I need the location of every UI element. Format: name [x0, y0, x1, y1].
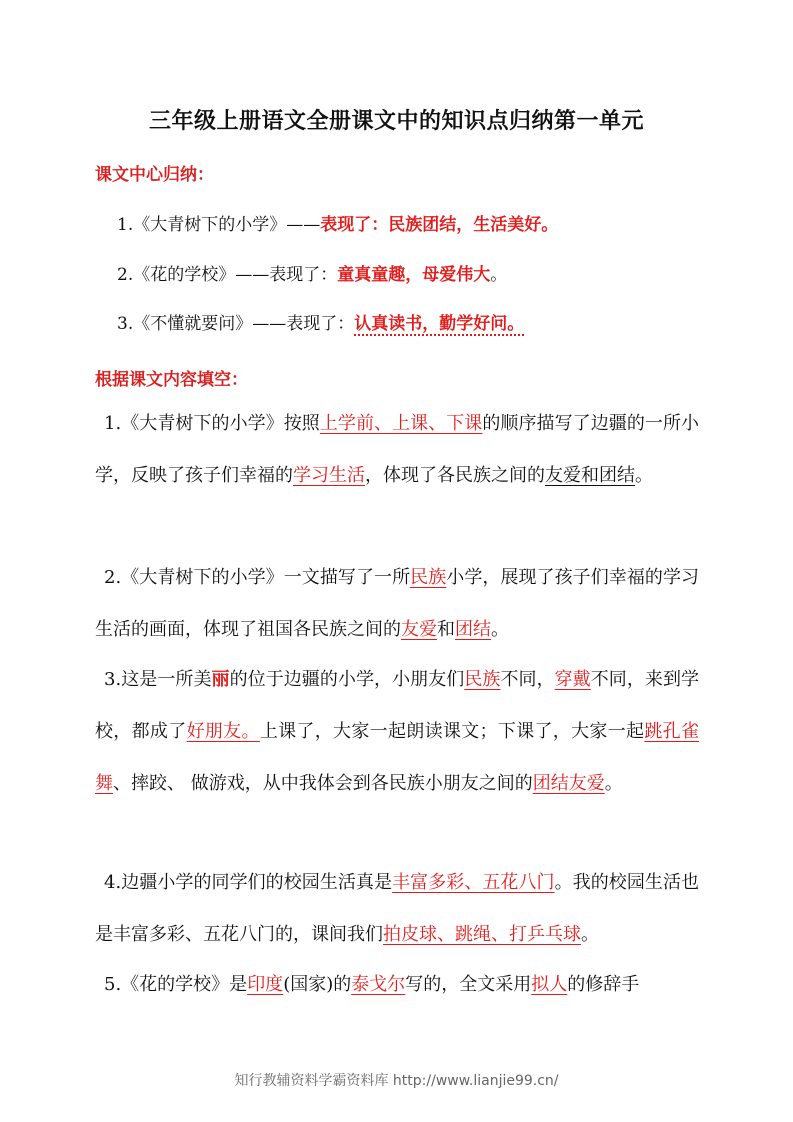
section-heading-center: 课文中心归纳： [95, 165, 214, 185]
fill-paragraph-5: 5.《花的学校》是印度(国家)的泰戈尔写的，全文采用拟人的修辞手 [104, 974, 640, 995]
fill-paragraph-3: 3.这是一所美丽的位于边疆的小学，小朋友们民族不同，穿戴不同，来到学校，都成了好朋友。上课了，大家一起朗读课文；下课了，大家一起跳孔雀舞、摔跤、 做游戏，从中我体会到各民族小朋友之间的团结友爱。 [95, 669, 700, 794]
fill-paragraph-4: 4.边疆小学的同学们的校园生活真是丰富多彩、五花八门。我的校园生活也是丰富多彩、五花八门的，课间我们拍皮球、跳绳、打乒乓球。 [95, 872, 700, 945]
fill-paragraph-2: 2.《大青树下的小学》一文描写了一所民族小学，展现了孩子们幸福的学习生活的画面，体现了祖国各民族之间的友爱和团结。 [95, 567, 700, 640]
summary-item-2: 2.《花的学校》——表现了：童真童趣，母爱伟大。 [117, 265, 508, 285]
summary-item-3: 3.《不懂就要问》——表现了：认真读书，勤学好问。 [117, 314, 525, 334]
summary-item-1: 1.《大青树下的小学》——表现了：民族团结，生活美好。 [117, 215, 559, 235]
fill-paragraph-1: 1.《大青树下的小学》按照上学前、上课、下课的顺序描写了边疆的一所小学，反映了孩子们幸福的学习生活，体现了各民族之间的友爱和团结。 [95, 413, 699, 486]
page-footer: 知行教辅资料学霸资料库 http://www.lianjie99.cn/ [234, 1073, 559, 1089]
page-title: 三年级上册语文全册课文中的知识点归纳第一单元 [148, 109, 644, 134]
section-heading-fill: 根据课文内容填空： [95, 370, 248, 390]
